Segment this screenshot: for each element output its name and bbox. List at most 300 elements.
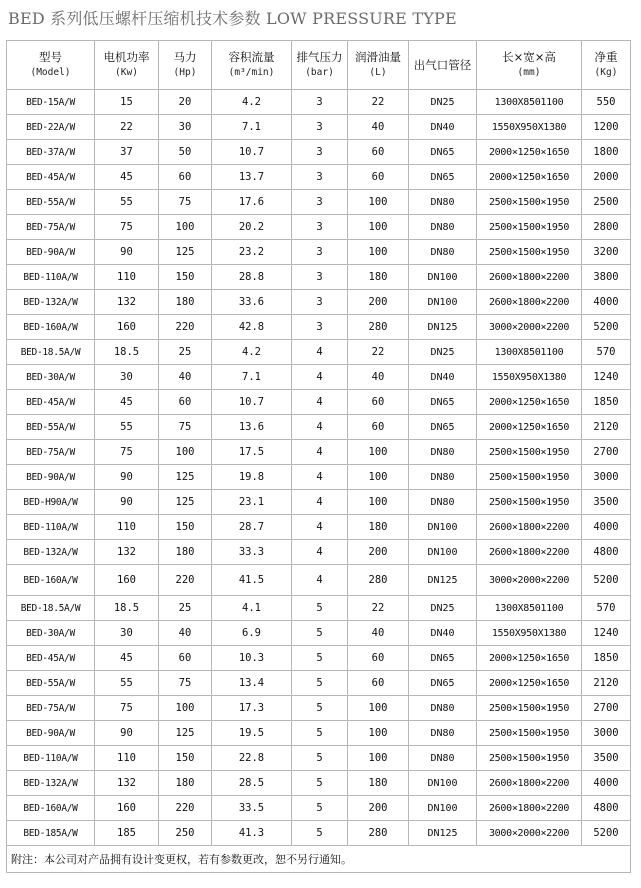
table-row — [7, 721, 631, 746]
cell-model: BED-75A/W — [7, 215, 95, 240]
cell-motor-power: 55 — [95, 415, 159, 440]
cell-dimensions: 3000×2000×2200 — [477, 315, 582, 340]
cell-model: BED-H90A/W — [7, 490, 95, 515]
cell-horsepower: 60 — [159, 390, 212, 415]
table-header-row — [7, 41, 631, 90]
cell-model: BED-75A/W — [7, 440, 95, 465]
cell-dimensions: 1550X950X1380 — [477, 115, 582, 140]
cell-horsepower: 220 — [159, 315, 212, 340]
cell-oil: 40 — [348, 365, 409, 390]
cell-model: BED-185A/W — [7, 821, 95, 846]
cell-motor-power: 75 — [95, 440, 159, 465]
cell-dimensions: 1300X8501100 — [477, 340, 582, 365]
table-row — [7, 796, 631, 821]
cell-weight: 4800 — [582, 540, 631, 565]
cell-model: BED-15A/W — [7, 90, 95, 115]
cell-model: BED-110A/W — [7, 265, 95, 290]
cell-pressure: 5 — [292, 621, 348, 646]
cell-dimensions: 2500×1500×1950 — [477, 465, 582, 490]
cell-horsepower: 25 — [159, 596, 212, 621]
cell-flow: 20.2 — [212, 215, 292, 240]
cell-weight: 1800 — [582, 140, 631, 165]
spec-table — [6, 40, 631, 873]
cell-motor-power: 18.5 — [95, 340, 159, 365]
cell-pressure: 4 — [292, 490, 348, 515]
cell-horsepower: 25 — [159, 340, 212, 365]
cell-outlet: DN80 — [409, 190, 477, 215]
cell-weight: 2800 — [582, 215, 631, 240]
cell-model: BED-90A/W — [7, 240, 95, 265]
cell-flow: 19.5 — [212, 721, 292, 746]
cell-horsepower: 60 — [159, 165, 212, 190]
cell-oil: 180 — [348, 265, 409, 290]
cell-pressure: 5 — [292, 771, 348, 796]
spec-table-body — [7, 41, 631, 873]
cell-flow: 10.7 — [212, 140, 292, 165]
cell-horsepower: 220 — [159, 796, 212, 821]
cell-model: BED-55A/W — [7, 415, 95, 440]
cell-weight: 3000 — [582, 465, 631, 490]
cell-pressure: 4 — [292, 540, 348, 565]
cell-weight: 2120 — [582, 415, 631, 440]
cell-weight: 5200 — [582, 315, 631, 340]
cell-flow: 28.7 — [212, 515, 292, 540]
cell-pressure: 3 — [292, 215, 348, 240]
cell-outlet: DN100 — [409, 515, 477, 540]
table-row — [7, 540, 631, 565]
header-flow: 容积流量 (m³/min) — [212, 41, 292, 90]
cell-outlet: DN80 — [409, 746, 477, 771]
cell-oil: 22 — [348, 340, 409, 365]
cell-pressure: 3 — [292, 115, 348, 140]
cell-horsepower: 75 — [159, 190, 212, 215]
cell-dimensions: 2000×1250×1650 — [477, 390, 582, 415]
cell-weight: 5200 — [582, 821, 631, 846]
cell-pressure: 5 — [292, 671, 348, 696]
cell-flow: 13.4 — [212, 671, 292, 696]
page-title: BED 系列低压螺杆压缩机技术参数 LOW PRESSURE TYPE — [8, 9, 457, 28]
cell-weight: 1850 — [582, 646, 631, 671]
cell-motor-power: 110 — [95, 515, 159, 540]
cell-outlet: DN65 — [409, 165, 477, 190]
cell-pressure: 5 — [292, 596, 348, 621]
cell-oil: 280 — [348, 315, 409, 340]
cell-weight: 2000 — [582, 165, 631, 190]
cell-flow: 42.8 — [212, 315, 292, 340]
cell-model: BED-18.5A/W — [7, 340, 95, 365]
cell-model: BED-90A/W — [7, 721, 95, 746]
cell-oil: 280 — [348, 565, 409, 596]
cell-oil: 60 — [348, 646, 409, 671]
cell-horsepower: 150 — [159, 515, 212, 540]
cell-motor-power: 22 — [95, 115, 159, 140]
cell-horsepower: 75 — [159, 671, 212, 696]
cell-oil: 100 — [348, 440, 409, 465]
cell-weight: 2500 — [582, 190, 631, 215]
cell-outlet: DN125 — [409, 315, 477, 340]
cell-outlet: DN40 — [409, 621, 477, 646]
cell-oil: 60 — [348, 165, 409, 190]
cell-motor-power: 110 — [95, 746, 159, 771]
cell-horsepower: 125 — [159, 240, 212, 265]
table-row — [7, 821, 631, 846]
cell-weight: 3200 — [582, 240, 631, 265]
cell-dimensions: 2600×1800×2200 — [477, 265, 582, 290]
cell-model: BED-30A/W — [7, 365, 95, 390]
cell-horsepower: 30 — [159, 115, 212, 140]
table-row — [7, 415, 631, 440]
cell-outlet: DN100 — [409, 771, 477, 796]
cell-flow: 28.8 — [212, 265, 292, 290]
cell-flow: 17.5 — [212, 440, 292, 465]
cell-dimensions: 2600×1800×2200 — [477, 771, 582, 796]
table-row — [7, 340, 631, 365]
cell-outlet: DN65 — [409, 415, 477, 440]
cell-motor-power: 132 — [95, 771, 159, 796]
cell-pressure: 5 — [292, 696, 348, 721]
cell-pressure: 4 — [292, 515, 348, 540]
table-row — [7, 265, 631, 290]
cell-dimensions: 2500×1500×1950 — [477, 440, 582, 465]
table-row — [7, 165, 631, 190]
cell-weight: 1850 — [582, 390, 631, 415]
table-row — [7, 621, 631, 646]
cell-weight: 4000 — [582, 290, 631, 315]
cell-flow: 4.2 — [212, 340, 292, 365]
cell-horsepower: 125 — [159, 465, 212, 490]
cell-outlet: DN65 — [409, 390, 477, 415]
cell-horsepower: 75 — [159, 415, 212, 440]
cell-pressure: 4 — [292, 340, 348, 365]
cell-motor-power: 90 — [95, 465, 159, 490]
header-oil: 润滑油量 (L) — [348, 41, 409, 90]
cell-pressure: 3 — [292, 140, 348, 165]
cell-model: BED-45A/W — [7, 165, 95, 190]
cell-pressure: 4 — [292, 440, 348, 465]
table-row — [7, 365, 631, 390]
table-row — [7, 490, 631, 515]
cell-oil: 100 — [348, 215, 409, 240]
cell-model: BED-132A/W — [7, 290, 95, 315]
cell-pressure: 3 — [292, 265, 348, 290]
cell-model: BED-22A/W — [7, 115, 95, 140]
cell-outlet: DN100 — [409, 796, 477, 821]
cell-model: BED-45A/W — [7, 390, 95, 415]
cell-motor-power: 160 — [95, 796, 159, 821]
cell-oil: 40 — [348, 115, 409, 140]
cell-outlet: DN65 — [409, 646, 477, 671]
cell-pressure: 3 — [292, 190, 348, 215]
cell-flow: 10.7 — [212, 390, 292, 415]
cell-dimensions: 2500×1500×1950 — [477, 240, 582, 265]
table-row — [7, 215, 631, 240]
header-dimensions: 长×宽×高 (mm) — [477, 41, 582, 90]
cell-model: BED-160A/W — [7, 796, 95, 821]
cell-horsepower: 180 — [159, 290, 212, 315]
cell-flow: 33.5 — [212, 796, 292, 821]
cell-flow: 41.5 — [212, 565, 292, 596]
table-row — [7, 240, 631, 265]
cell-motor-power: 110 — [95, 265, 159, 290]
cell-motor-power: 55 — [95, 190, 159, 215]
cell-pressure: 3 — [292, 90, 348, 115]
cell-oil: 60 — [348, 140, 409, 165]
cell-model: BED-30A/W — [7, 621, 95, 646]
cell-dimensions: 2000×1250×1650 — [477, 646, 582, 671]
cell-dimensions: 2600×1800×2200 — [477, 515, 582, 540]
cell-flow: 13.7 — [212, 165, 292, 190]
cell-oil: 200 — [348, 290, 409, 315]
note-row — [7, 846, 631, 873]
cell-oil: 60 — [348, 415, 409, 440]
cell-motor-power: 15 — [95, 90, 159, 115]
table-row — [7, 671, 631, 696]
table-row — [7, 115, 631, 140]
cell-outlet: DN100 — [409, 290, 477, 315]
cell-model: BED-110A/W — [7, 746, 95, 771]
cell-oil: 40 — [348, 621, 409, 646]
cell-motor-power: 75 — [95, 215, 159, 240]
cell-outlet: DN25 — [409, 596, 477, 621]
cell-oil: 100 — [348, 696, 409, 721]
cell-model: BED-110A/W — [7, 515, 95, 540]
cell-oil: 100 — [348, 490, 409, 515]
cell-model: BED-90A/W — [7, 465, 95, 490]
cell-motor-power: 55 — [95, 671, 159, 696]
cell-model: BED-160A/W — [7, 565, 95, 596]
cell-dimensions: 1300X8501100 — [477, 596, 582, 621]
cell-outlet: DN80 — [409, 240, 477, 265]
cell-oil: 60 — [348, 390, 409, 415]
cell-flow: 23.2 — [212, 240, 292, 265]
cell-motor-power: 90 — [95, 240, 159, 265]
cell-pressure: 5 — [292, 796, 348, 821]
table-row — [7, 565, 631, 596]
cell-horsepower: 150 — [159, 265, 212, 290]
cell-model: BED-132A/W — [7, 540, 95, 565]
cell-flow: 4.1 — [212, 596, 292, 621]
cell-flow: 17.3 — [212, 696, 292, 721]
cell-motor-power: 45 — [95, 646, 159, 671]
cell-dimensions: 2500×1500×1950 — [477, 190, 582, 215]
cell-motor-power: 132 — [95, 540, 159, 565]
cell-pressure: 4 — [292, 390, 348, 415]
cell-model: BED-160A/W — [7, 315, 95, 340]
cell-flow: 4.2 — [212, 90, 292, 115]
cell-oil: 280 — [348, 821, 409, 846]
cell-oil: 22 — [348, 596, 409, 621]
cell-dimensions: 2500×1500×1950 — [477, 696, 582, 721]
cell-motor-power: 30 — [95, 365, 159, 390]
cell-pressure: 3 — [292, 165, 348, 190]
table-row — [7, 140, 631, 165]
cell-horsepower: 40 — [159, 365, 212, 390]
cell-flow: 13.6 — [212, 415, 292, 440]
table-row — [7, 696, 631, 721]
table-row — [7, 596, 631, 621]
cell-oil: 100 — [348, 190, 409, 215]
cell-motor-power: 132 — [95, 290, 159, 315]
cell-oil: 100 — [348, 746, 409, 771]
cell-motor-power: 90 — [95, 721, 159, 746]
table-row — [7, 290, 631, 315]
table-row — [7, 465, 631, 490]
cell-horsepower: 180 — [159, 771, 212, 796]
cell-outlet: DN125 — [409, 565, 477, 596]
cell-motor-power: 160 — [95, 565, 159, 596]
cell-pressure: 5 — [292, 646, 348, 671]
cell-oil: 200 — [348, 796, 409, 821]
cell-dimensions: 1300X8501100 — [477, 90, 582, 115]
table-row — [7, 390, 631, 415]
cell-outlet: DN100 — [409, 265, 477, 290]
cell-horsepower: 20 — [159, 90, 212, 115]
cell-pressure: 5 — [292, 721, 348, 746]
cell-flow: 33.6 — [212, 290, 292, 315]
cell-flow: 7.1 — [212, 365, 292, 390]
cell-motor-power: 45 — [95, 165, 159, 190]
cell-dimensions: 2600×1800×2200 — [477, 540, 582, 565]
cell-dimensions: 1550X950X1380 — [477, 621, 582, 646]
cell-weight: 4800 — [582, 796, 631, 821]
cell-model: BED-37A/W — [7, 140, 95, 165]
cell-weight: 570 — [582, 596, 631, 621]
header-weight: 净重 (Kg) — [582, 41, 631, 90]
cell-flow: 7.1 — [212, 115, 292, 140]
cell-dimensions: 3000×2000×2200 — [477, 565, 582, 596]
cell-outlet: DN65 — [409, 671, 477, 696]
cell-motor-power: 18.5 — [95, 596, 159, 621]
cell-motor-power: 90 — [95, 490, 159, 515]
cell-model: BED-18.5A/W — [7, 596, 95, 621]
cell-outlet: DN40 — [409, 115, 477, 140]
cell-pressure: 4 — [292, 415, 348, 440]
cell-pressure: 5 — [292, 821, 348, 846]
cell-oil: 22 — [348, 90, 409, 115]
header-pressure: 排气压力 (bar) — [292, 41, 348, 90]
cell-horsepower: 180 — [159, 540, 212, 565]
cell-outlet: DN80 — [409, 440, 477, 465]
cell-dimensions: 2500×1500×1950 — [477, 490, 582, 515]
cell-flow: 10.3 — [212, 646, 292, 671]
cell-oil: 100 — [348, 240, 409, 265]
table-row — [7, 190, 631, 215]
table-row — [7, 646, 631, 671]
cell-pressure: 4 — [292, 465, 348, 490]
cell-weight: 1240 — [582, 621, 631, 646]
cell-motor-power: 75 — [95, 696, 159, 721]
cell-weight: 3500 — [582, 746, 631, 771]
cell-outlet: DN80 — [409, 696, 477, 721]
cell-dimensions: 2500×1500×1950 — [477, 215, 582, 240]
cell-horsepower: 250 — [159, 821, 212, 846]
cell-horsepower: 150 — [159, 746, 212, 771]
table-row — [7, 90, 631, 115]
cell-pressure: 3 — [292, 315, 348, 340]
cell-pressure: 3 — [292, 290, 348, 315]
cell-pressure: 4 — [292, 365, 348, 390]
cell-motor-power: 45 — [95, 390, 159, 415]
cell-motor-power: 30 — [95, 621, 159, 646]
cell-oil: 180 — [348, 515, 409, 540]
header-motor-power: 电机功率 (Kw) — [95, 41, 159, 90]
cell-pressure: 4 — [292, 565, 348, 596]
cell-outlet: DN65 — [409, 140, 477, 165]
cell-dimensions: 2600×1800×2200 — [477, 796, 582, 821]
cell-outlet: DN25 — [409, 340, 477, 365]
cell-oil: 180 — [348, 771, 409, 796]
cell-flow: 6.9 — [212, 621, 292, 646]
cell-weight: 4000 — [582, 515, 631, 540]
cell-pressure: 5 — [292, 746, 348, 771]
cell-model: BED-132A/W — [7, 771, 95, 796]
cell-weight: 2120 — [582, 671, 631, 696]
cell-outlet: DN25 — [409, 90, 477, 115]
cell-dimensions: 2600×1800×2200 — [477, 290, 582, 315]
cell-horsepower: 60 — [159, 646, 212, 671]
footnote: 附注：本公司对产品拥有设计变更权，若有参数更改，恕不另行通知。 — [7, 846, 631, 873]
table-row — [7, 746, 631, 771]
cell-outlet: DN100 — [409, 540, 477, 565]
cell-weight: 2700 — [582, 696, 631, 721]
cell-dimensions: 2500×1500×1950 — [477, 746, 582, 771]
cell-dimensions: 1550X950X1380 — [477, 365, 582, 390]
cell-outlet: DN80 — [409, 721, 477, 746]
cell-outlet: DN80 — [409, 465, 477, 490]
cell-motor-power: 37 — [95, 140, 159, 165]
cell-horsepower: 40 — [159, 621, 212, 646]
cell-oil: 200 — [348, 540, 409, 565]
cell-dimensions: 2000×1250×1650 — [477, 671, 582, 696]
cell-flow: 33.3 — [212, 540, 292, 565]
cell-weight: 3800 — [582, 265, 631, 290]
cell-oil: 60 — [348, 671, 409, 696]
cell-horsepower: 100 — [159, 696, 212, 721]
cell-oil: 100 — [348, 465, 409, 490]
cell-oil: 100 — [348, 721, 409, 746]
cell-model: BED-55A/W — [7, 190, 95, 215]
cell-horsepower: 125 — [159, 721, 212, 746]
cell-weight: 570 — [582, 340, 631, 365]
table-row — [7, 440, 631, 465]
cell-dimensions: 2500×1500×1950 — [477, 721, 582, 746]
cell-dimensions: 2000×1250×1650 — [477, 140, 582, 165]
cell-outlet: DN80 — [409, 215, 477, 240]
cell-outlet: DN80 — [409, 490, 477, 515]
cell-weight: 5200 — [582, 565, 631, 596]
table-row — [7, 515, 631, 540]
header-horsepower: 马力 (Hp) — [159, 41, 212, 90]
cell-dimensions: 3000×2000×2200 — [477, 821, 582, 846]
cell-weight: 1240 — [582, 365, 631, 390]
cell-model: BED-75A/W — [7, 696, 95, 721]
cell-flow: 28.5 — [212, 771, 292, 796]
header-outlet: 出气口管径 — [409, 41, 477, 90]
cell-flow: 23.1 — [212, 490, 292, 515]
cell-horsepower: 50 — [159, 140, 212, 165]
cell-motor-power: 160 — [95, 315, 159, 340]
cell-dimensions: 2000×1250×1650 — [477, 165, 582, 190]
cell-outlet: DN125 — [409, 821, 477, 846]
cell-flow: 17.6 — [212, 190, 292, 215]
cell-model: BED-45A/W — [7, 646, 95, 671]
cell-horsepower: 125 — [159, 490, 212, 515]
cell-weight: 1200 — [582, 115, 631, 140]
cell-weight: 550 — [582, 90, 631, 115]
cell-outlet: DN40 — [409, 365, 477, 390]
cell-weight: 2700 — [582, 440, 631, 465]
table-row — [7, 315, 631, 340]
